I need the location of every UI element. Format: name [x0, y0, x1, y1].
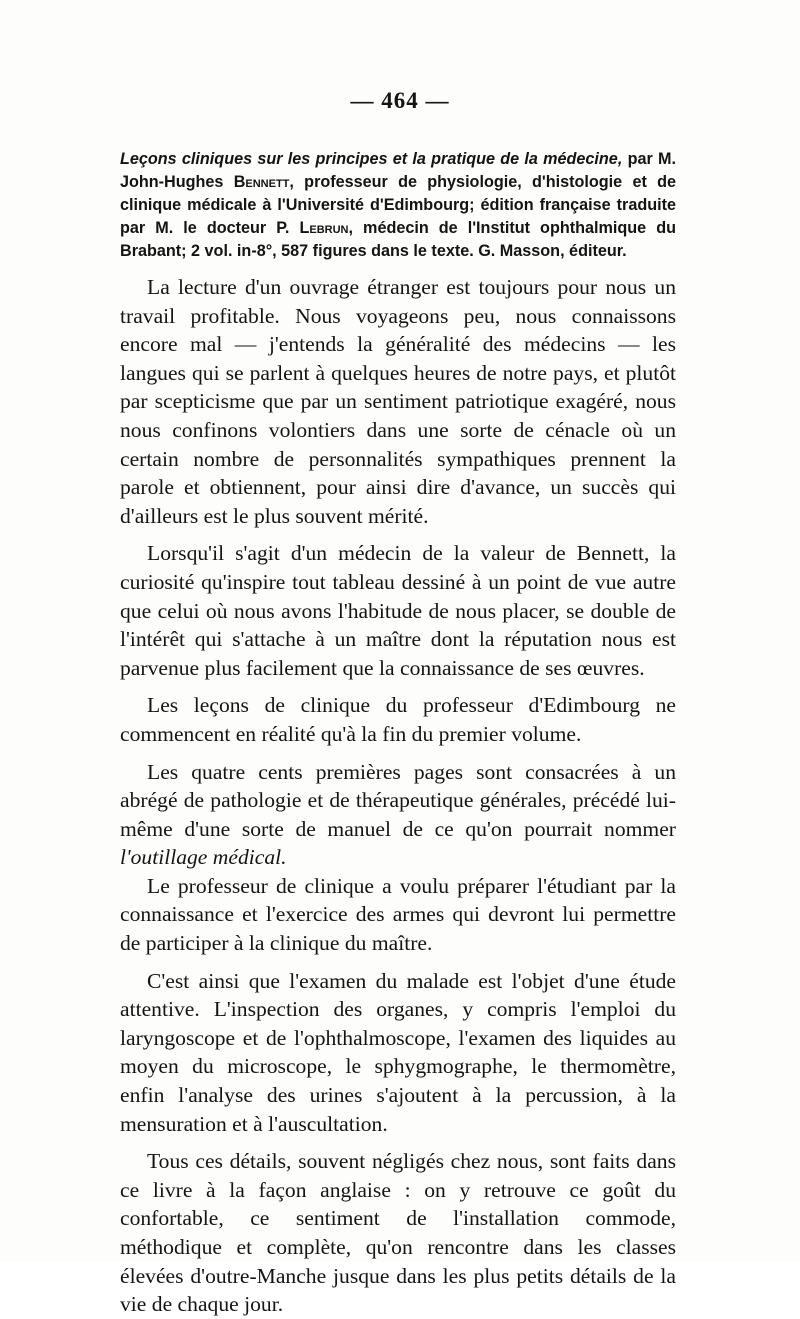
author-name: Bennett	[233, 173, 290, 191]
paragraph: La lecture d'un ouvrage étranger est toujours pour nous un travail profitable. Nous voyageons peu, nous connaissons encore mal — j'entends la généralité des médecins — les langues qui se parlent à quelques heures de notre pays, et plutôt par scepticisme que par un sentiment patriotique exagéré, nous nous confinons volontiers dans une sorte de cénacle où un certain nombre de personnalités sympathiques prennent la parole et obtiennent, pour ainsi dire d'avance, un succès qui d'ailleurs est le plus souvent mérité.	[120, 275, 676, 528]
paragraph: Tous ces détails, souvent négligés chez nous, sont faits dans ce livre à la façon anglaise : on y retrouve ce goût du confortable, ce sentiment de l'installation commode, méthodique et complète, qu'on rencontre dans les classes élevées d'outre-Manche jusque dans les plus petits détails de la vie de chaque jour.	[120, 1149, 676, 1317]
book-title: Leçons cliniques sur les principes et la pratique de la médecine,	[120, 150, 623, 168]
page-number: — 464 —	[350, 88, 450, 113]
translator-name: Lebrun	[299, 219, 349, 237]
paragraph: Les leçons de clinique du professeur d'Edimbourg ne commencent en réalité qu'à la fin du premier volume.	[120, 693, 676, 746]
paragraph: Lorsqu'il s'agit d'un médecin de la valeur de Bennett, la curiosité qu'inspire tout tableau dessiné à un point de vue autre que celui où nous avons l'habitude de nous placer, se double de l'intérêt qui s'attache à un maître dont la réputation nous est parvenue plus facilement que la connaissance de ses œuvres.	[120, 541, 676, 680]
citation-text: , professeur de physiologie, d'histologie et de clinique médicale à l'Université d'Edimbourg; édition française traduite par M. le docteur P.	[120, 173, 677, 237]
bibliographic-citation	[120, 148, 676, 263]
paragraph	[120, 758, 676, 872]
paragraph-text: Les quatre cents premières pages sont consacrées à un abrégé de pathologie et de thérapeutique générales, précédé lui-même d'une sorte de manuel de ce qu'on pourrait nommer	[120, 759, 676, 841]
emphasis-text: l'outillage médical.	[120, 845, 287, 870]
citation-text: par M. John-Hughes	[120, 150, 676, 191]
paragraph: Le professeur de clinique a voulu préparer l'étudiant par la connaissance et l'exercice des armes qui devront lui permettre de participer à la clinique du maître.	[120, 873, 676, 956]
paragraph: C'est ainsi que l'examen du malade est l'objet d'une étude attentive. L'inspection des organes, y compris l'emploi du laryngoscope et de l'ophthalmoscope, l'examen des liquides au moyen du microscope, le sphygmographe, le thermomètre, enfin l'analyse des urines s'ajoutent à la percussion, à la mensuration et à l'auscultation.	[120, 968, 676, 1136]
citation-text: , médecin de l'Institut ophthalmique du Brabant; 2 vol. in-8°, 587 figures dans le texte. G. Masson, éditeur.	[120, 219, 676, 260]
review-body	[120, 273, 676, 1319]
